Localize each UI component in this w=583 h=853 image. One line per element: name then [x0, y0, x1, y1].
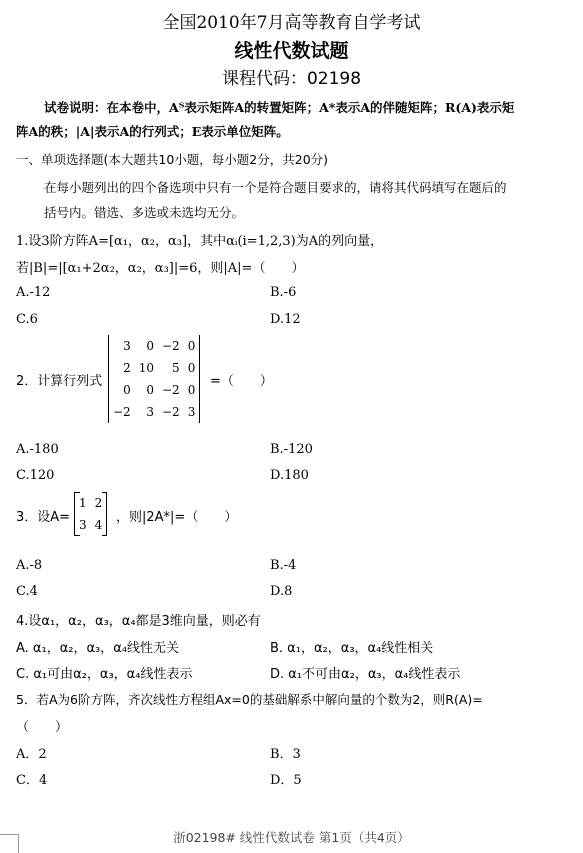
- q4-option-b: B. α₁，α₂，α₃，α₄线性相关: [270, 641, 434, 656]
- q3-matrix-cell: 1: [79, 496, 87, 510]
- q4-option-d: D. α₁不可由α₂，α₃，α₄线性表示: [270, 667, 461, 682]
- q4-option-c: C. α₁可由α₂，α₃，α₄线性表示: [16, 667, 193, 682]
- q2-matrix-cell: 0: [187, 339, 196, 353]
- q2-stem-prefix: 2．计算行列式: [16, 374, 103, 389]
- q4-stem: 4.设α₁，α₂，α₃，α₄都是3维向量，则必有: [16, 614, 261, 629]
- q2-matrix-row: [109, 401, 200, 423]
- q2-matrix-row: [109, 357, 200, 379]
- q2-matrix-cell: 2: [123, 361, 131, 375]
- exam-title: 全国2010年7月高等教育自学考试: [162, 13, 421, 33]
- q2-matrix-cell: −2: [113, 405, 131, 419]
- q2-matrix-cell: −2: [161, 339, 180, 353]
- q2-option-b: B.-120: [270, 442, 313, 457]
- q3-stem-suffix: ，则|2A*|=（ ）: [116, 510, 238, 525]
- q2-matrix-row: [109, 379, 200, 401]
- q3-matrix-cell: 3: [79, 518, 87, 532]
- q2-matrix-cell: 3: [146, 405, 154, 419]
- q5-option-a: A．2: [16, 747, 47, 762]
- page-footer: 浙02198# 线性代数试卷 第1页（共4页）: [173, 830, 410, 845]
- q2-option-d: D.180: [270, 468, 309, 483]
- q3-option-c: C.4: [16, 584, 38, 599]
- q3-matrix-cell: 4: [94, 518, 103, 532]
- q2-matrix-cell: 3: [187, 405, 196, 419]
- q2-matrix-cell: 0: [146, 383, 154, 397]
- q2-matrix-cell: −2: [161, 405, 180, 419]
- q2-matrix-cell: 0: [146, 339, 154, 353]
- q2-option-a: A.-180: [16, 442, 59, 457]
- course-code: 课程代码：02198: [221, 69, 362, 89]
- q3-stem-prefix: 3．设A=: [16, 510, 71, 525]
- q4-option-a: A. α₁，α₂，α₃，α₄线性无关: [16, 641, 180, 656]
- q1-option-b: B.-6: [270, 285, 297, 300]
- q2-matrix-cell: 10: [138, 361, 154, 375]
- q3-option-b: B.-4: [270, 558, 297, 573]
- q2-matrix-cell: −2: [161, 383, 180, 397]
- q2-matrix-cell: 0: [123, 383, 131, 397]
- section-heading: 一、单项选择题(本大题共10小题，每小题2分，共20分): [16, 152, 329, 167]
- q3-option-a: A.-8: [16, 558, 43, 573]
- q1-option-a: A.-12: [16, 285, 51, 300]
- q1-option-c: C.6: [16, 312, 38, 327]
- q1-stem-2: 若|B|=|[α₁+2α₂，α₂，α₃]|=6，则|A|=（ ）: [16, 261, 305, 276]
- q5-stem-1: 5．若A为6阶方阵，齐次线性方程组Ax=0的基础解系中解向量的个数为2，则R(A)=: [16, 692, 483, 707]
- q2-matrix-cell: 3: [123, 339, 131, 353]
- q3-option-d: D.8: [270, 584, 293, 599]
- q1-stem-1: 1.设3阶方阵A=[α₁，α₂，α₃]，其中αᵢ(i=1,2,3)为A的列向量，: [16, 234, 384, 249]
- q5-option-b: B．3: [270, 747, 301, 762]
- q5-option-d: D．5: [270, 773, 302, 788]
- q2-determinant: [108, 335, 200, 423]
- q3-matrix-row: [75, 492, 107, 514]
- q2-matrix-cell: 0: [187, 361, 196, 375]
- q2-stem-suffix: =（ ）: [210, 374, 273, 389]
- instructions-line1: 试卷说明：在本卷中，Aᵀ表示矩阵A的转置矩阵；A*表示A的伴随矩阵；R(A)表示矩: [44, 100, 515, 115]
- q2-option-c: C.120: [16, 468, 55, 483]
- page-corner-mark: [0, 834, 19, 853]
- instructions-line2: 阵A的秩；|A|表示A的行列式；E表示单位矩阵。: [16, 124, 289, 139]
- q2-matrix-cell: 5: [172, 361, 180, 375]
- section-desc-2: 括号内。错选、多选或未选均无分。: [44, 205, 245, 220]
- subject-title: 线性代数试题: [234, 40, 349, 62]
- q5-option-c: C．4: [16, 773, 48, 788]
- q3-matrix-row: [75, 514, 107, 536]
- q5-stem-2: （ ）: [16, 720, 69, 735]
- q3-matrix: [74, 492, 107, 536]
- q1-option-d: D.12: [270, 312, 301, 327]
- q2-matrix-row: [109, 335, 200, 357]
- q3-matrix-cell: 2: [94, 496, 103, 510]
- q2-matrix-cell: 0: [187, 383, 196, 397]
- section-desc-1: 在每小题列出的四个备选项中只有一个是符合题目要求的，请将其代码填写在题后的: [44, 180, 507, 195]
